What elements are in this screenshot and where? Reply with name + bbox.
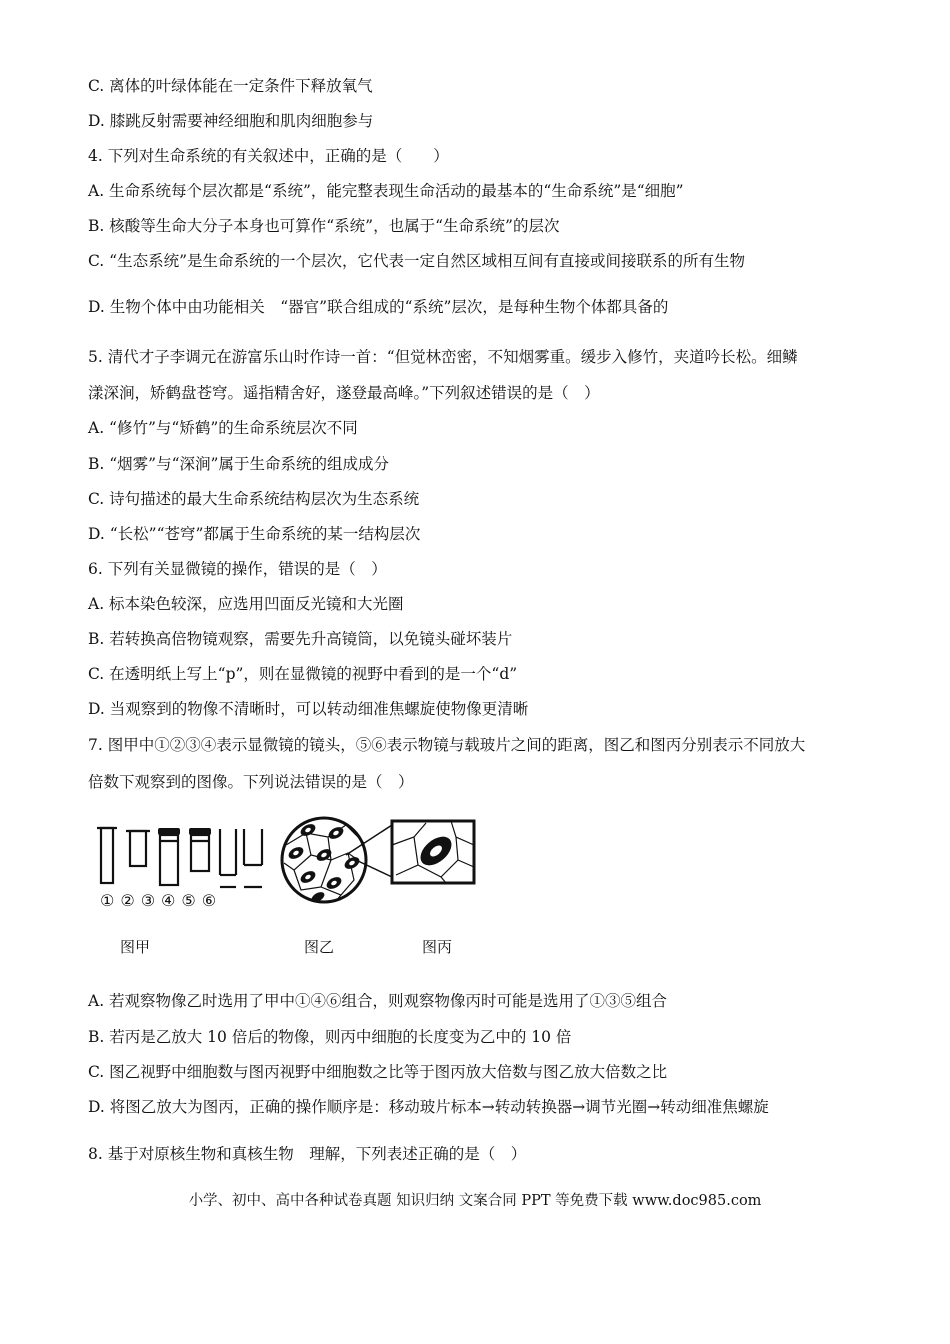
question-line: D. 膝跳反射需要神经细胞和肌肉细胞参与 [88, 112, 374, 130]
question-line: B. 核酸等生命大分子本身也可算作“系统”，也属于“生命系统”的层次 [88, 217, 560, 235]
caption-jia: 图甲 [120, 938, 151, 956]
question-line: C. 诗句描述的最大生命系统结构层次为生态系统 [88, 490, 420, 508]
num-4: ④ [161, 891, 182, 910]
question-line: B. “烟雾”与“深涧”属于生命系统的组成成分 [88, 455, 389, 473]
question-line: A. “修竹”与“矫鹤”的生命系统层次不同 [88, 419, 358, 437]
lens-3 [160, 835, 178, 885]
question-line: B. 若转换高倍物镜观察，需要先升高镜筒，以免镜头碰坏装片 [88, 630, 513, 648]
question-line: C. 图乙视野中细胞数与图丙视野中细胞数之比等于图丙放大倍数与图乙放大倍数之比 [88, 1063, 668, 1081]
question-line: 5. 清代才子李调元在游富乐山时作诗一首：“但觉林峦密，不知烟雾重。缓步入修竹，夹道吟长松。细鳞 [88, 348, 798, 366]
lens-1 [101, 828, 113, 883]
lens-2 [130, 831, 146, 866]
question-line: A. 标本染色较深，应选用凹面反光镜和大光圈 [88, 595, 404, 613]
question-line: 8. 基于对原核生物和真核生物 理解，下列表述正确的是（ ） [88, 1145, 527, 1163]
question-line: 漾深涧，矫鹤盘苍穹。遥指精舍好，遂登最高峰。”下列叙述错误的是（ ） [88, 384, 600, 402]
question-line: D. “长松”“苍穹”都属于生命系统的某一结构层次 [88, 525, 421, 543]
caption-yi: 图乙 [304, 938, 335, 956]
question-line: C. 在透明纸上写上“p”，则在显微镜的视野中看到的是一个“d” [88, 665, 518, 683]
question-line: D. 生物个体中由功能相关 “器官”联合组成的“系统”层次，是每种生物个体都具备的 [88, 298, 669, 316]
question-line: 6. 下列有关显微镜的操作，错误的是（ ） [88, 560, 387, 578]
num-1: ① [100, 891, 121, 910]
num-6: ⑥ [201, 891, 223, 910]
question-line: 4. 下列对生命系统的有关叙述中，正确的是（ ） [88, 147, 449, 165]
num-3: ③ [140, 891, 162, 910]
figure-drawing [96, 815, 486, 935]
num-2: ② [120, 891, 141, 910]
microscope-figure [96, 815, 486, 965]
question-line: C. “生态系统”是生命系统的一个层次，它代表一定自然区域相互间有直接或间接联系的所有生物 [88, 252, 746, 270]
question-line: D. 将图乙放大为图丙，正确的操作顺序是：移动玻片标本→转动转换器→调节光圈→转动细准焦螺旋 [88, 1098, 769, 1116]
page-footer: 小学、初中、高中各种试卷真题 知识归纳 文案合同 PPT 等免费下载 www.doc985.com [188, 1193, 762, 1209]
question-line: 7. 图甲中①②③④表示显微镜的镜头，⑤⑥表示物镜与载玻片之间的距离，图乙和图丙分别表示不同放大 [88, 736, 806, 754]
caption-bing: 图丙 [422, 938, 453, 956]
question-line: A. 若观察物像乙时选用了甲中①④⑥组合，则观察物像丙时可能是选用了①③⑤组合 [88, 992, 668, 1010]
question-line: 倍数下观察到的图像。下列说法错误的是（ ） [88, 773, 414, 791]
view-bing [392, 821, 474, 883]
question-line: A. 生命系统每个层次都是“系统”，能完整表现生命活动的最基本的“生命系统”是“细胞” [88, 182, 684, 200]
question-line: D. 当观察到的物像不清晰时，可以转动细准焦螺旋使物像更清晰 [88, 700, 529, 718]
view-yi [282, 818, 392, 904]
num-5: ⑤ [181, 891, 202, 910]
lens-numbers [100, 891, 222, 911]
question-line: B. 若丙是乙放大 10 倍后的物像，则丙中细胞的长度变为乙中的 10 倍 [88, 1028, 572, 1046]
question-line: C. 离体的叶绿体能在一定条件下释放氧气 [88, 77, 373, 95]
